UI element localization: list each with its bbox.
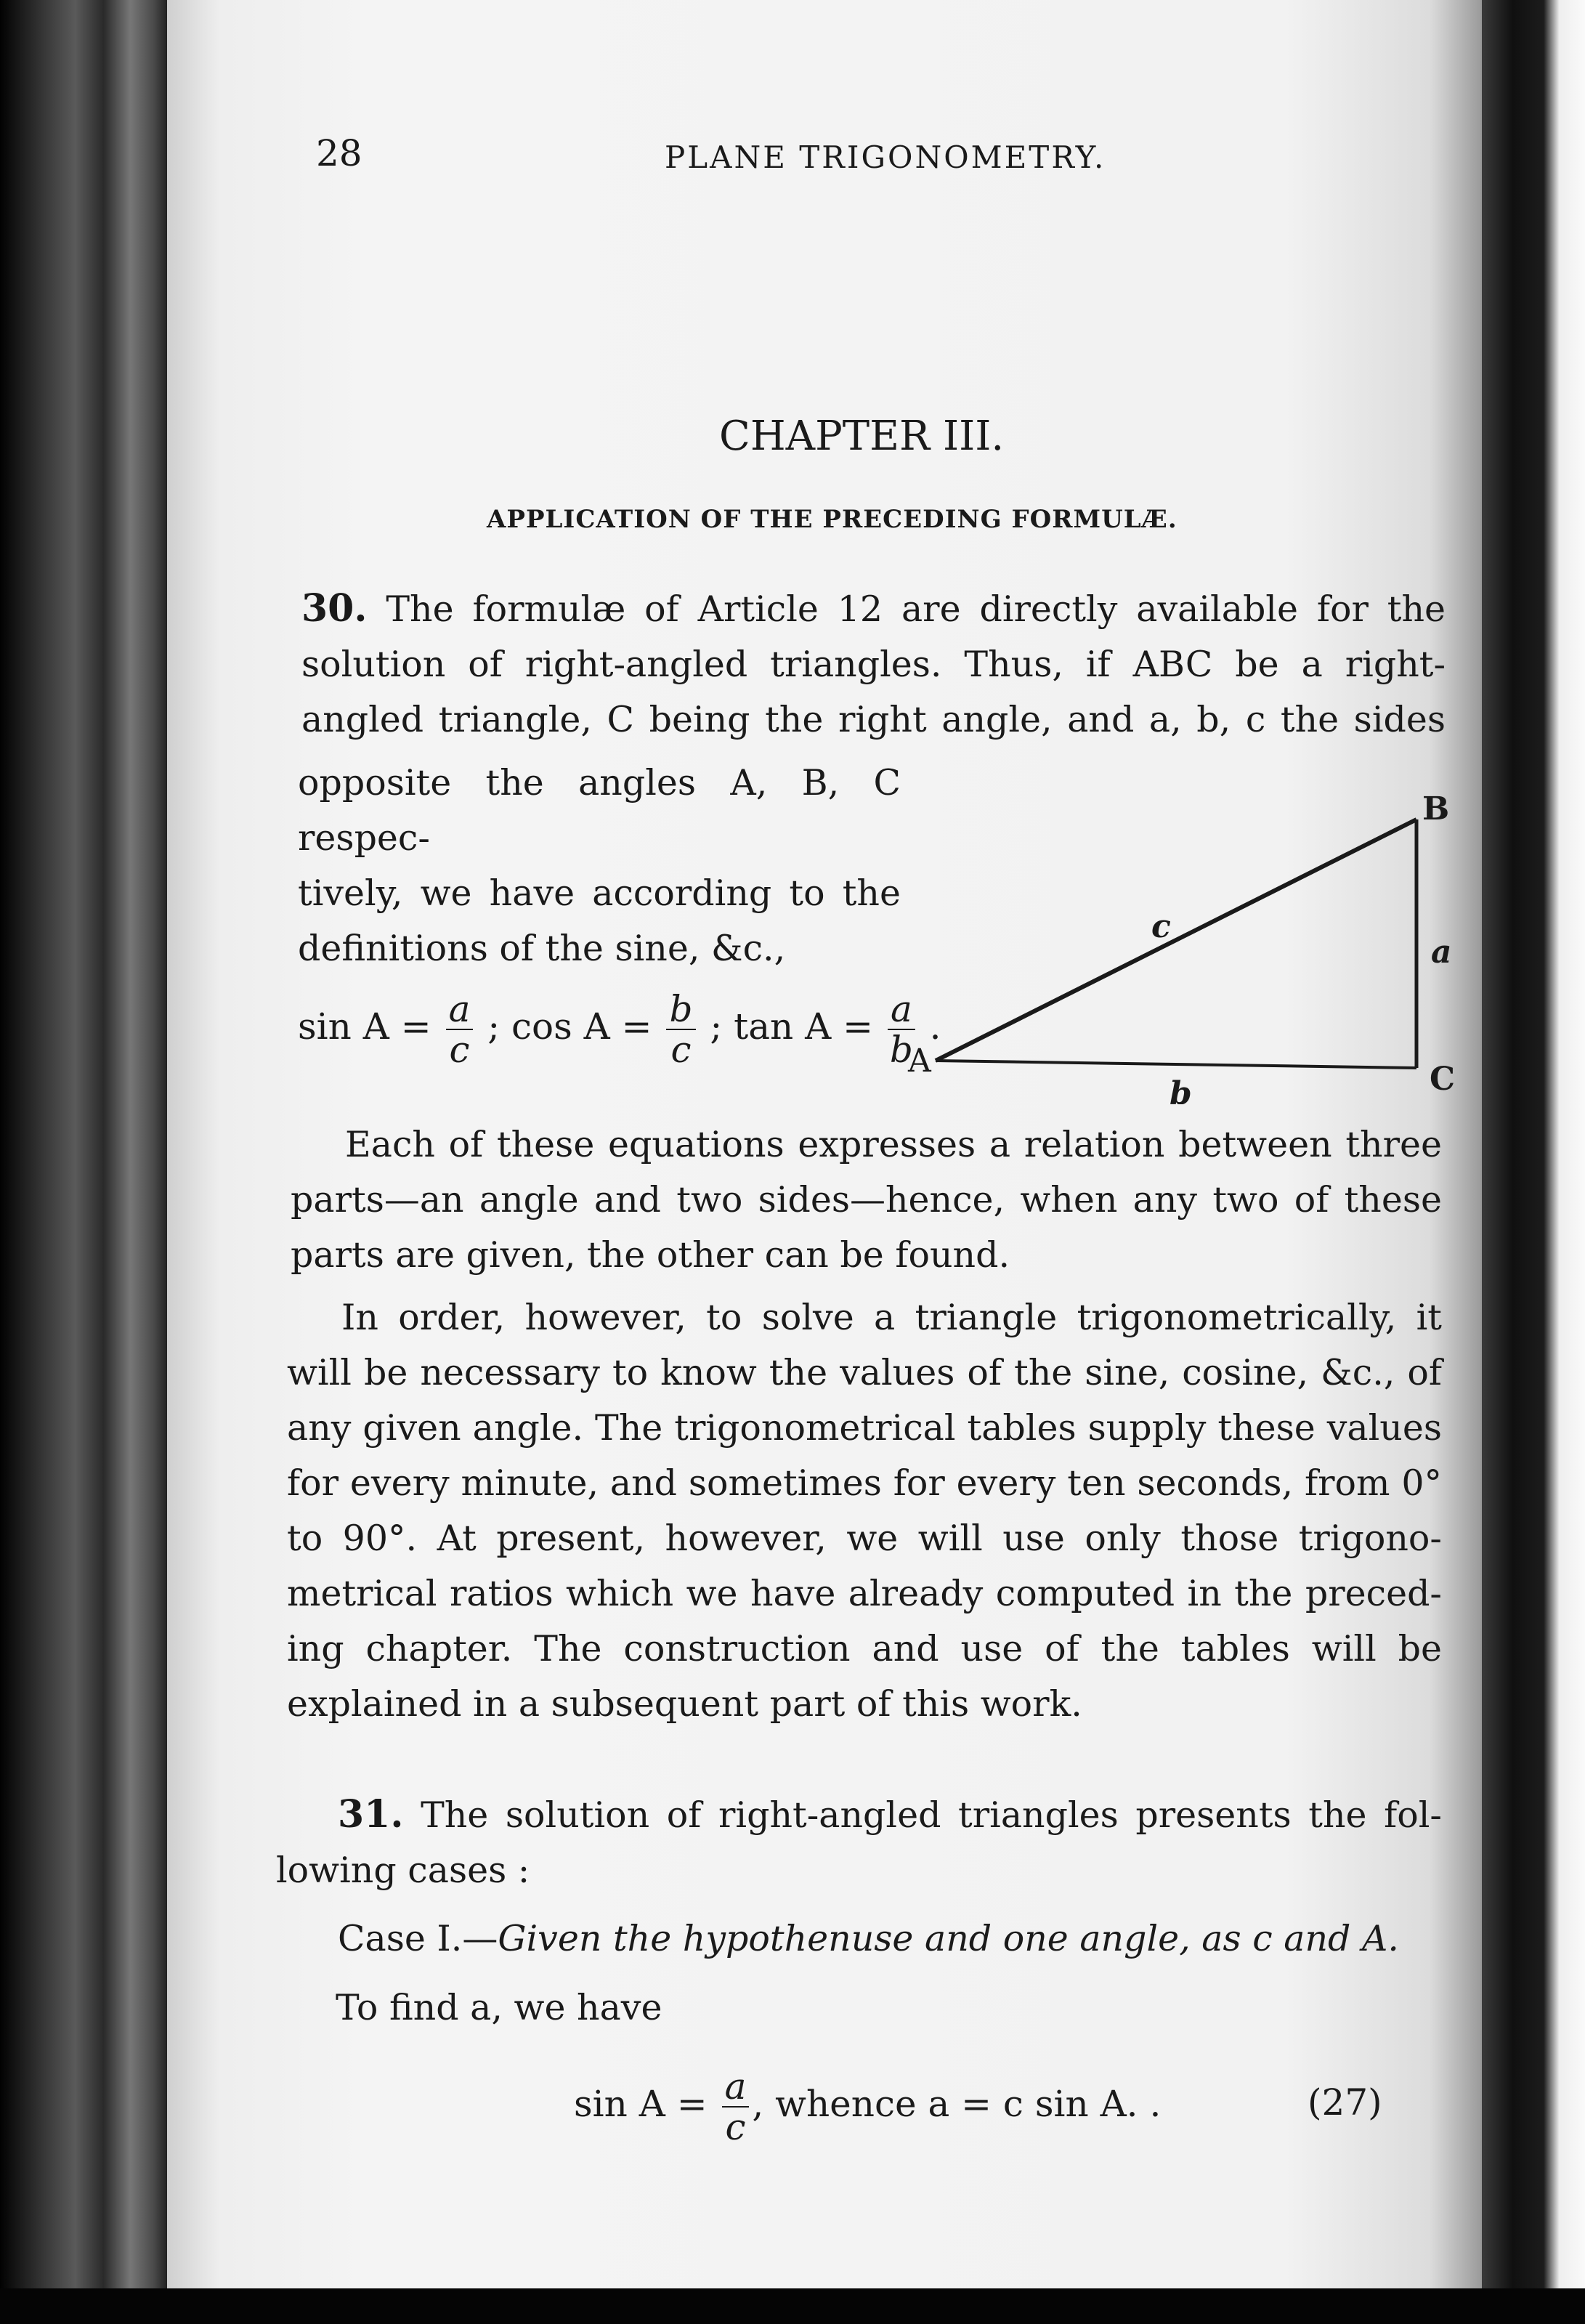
vertex-c-label: C — [1430, 1061, 1456, 1098]
tan-fraction: $\frac{a}{b}$ — [888, 989, 915, 1069]
section-30-paragraph — [301, 581, 1446, 748]
relation-paragraph — [291, 1117, 1442, 1283]
case-description: Given the hypothenuse and one angle, as c and A. — [498, 1918, 1399, 1959]
text-line: tively, we have according to the — [298, 872, 901, 914]
text-line: to 90°. At present, however, we will use only those trigono- — [287, 1518, 1442, 1559]
sin-label: sin A = — [298, 1005, 431, 1048]
vertex-b-label: B — [1422, 790, 1450, 827]
text-line: will be necessary to know the values of the sine, cosine, &c., of — [287, 1352, 1442, 1393]
text-line: In order, however, to solve a triangle trigonometrically, it — [341, 1297, 1442, 1338]
page-content — [167, 0, 1482, 2288]
trig-definitions-equation: sin A = $\frac{a}{c}$ ; cos A = $\frac{b}{c}$ ; tan A = $\frac{a}{b}$ . — [298, 988, 941, 1071]
case-1-line — [338, 1918, 1399, 1959]
text-line: for every minute, and sometimes for every ten seconds, from 0° — [287, 1462, 1442, 1504]
sin-fraction: $\frac{a}{c}$ — [722, 2067, 750, 2147]
text-line: explained in a subsequent part of this work. — [287, 1683, 1082, 1725]
text-line: metrical ratios which we have already computed in the preced- — [287, 1573, 1442, 1614]
side-a-label: a — [1431, 934, 1452, 971]
text-line: angled triangle, C being the right angle, and a, b, c the sides — [301, 699, 1446, 740]
base-line — [936, 1061, 1416, 1068]
text-line: any given angle. The trigonometrical tables supply these values — [287, 1407, 1442, 1449]
chapter-title: CHAPTER III. — [719, 413, 1005, 460]
right-page-edge — [1482, 0, 1585, 2324]
text-line: Each of these equations expresses a relation between three — [345, 1124, 1442, 1165]
tables-paragraph — [287, 1290, 1442, 1732]
cos-label: ; cos A = — [487, 1005, 652, 1048]
tan-label: ; tan A = — [710, 1005, 874, 1048]
text-line: ing chapter. The construction and use of the tables will be — [287, 1628, 1442, 1669]
section-number: 30. — [301, 586, 368, 631]
book-spine — [0, 0, 167, 2324]
book-page — [167, 0, 1482, 2288]
bottom-page-edge — [0, 2288, 1585, 2324]
equation-number: (27) — [1308, 2081, 1382, 2123]
text-line: lowing cases : — [276, 1850, 530, 1891]
text-line: parts—an angle and two sides—hence, when any two of these — [291, 1179, 1442, 1220]
to-find-line: To find a, we have — [336, 1987, 662, 2028]
vertex-a-label: A — [908, 1042, 931, 1080]
equation-27: sin A = $\frac{a}{c}$ , whence a = c sin A. . — [574, 2065, 1162, 2148]
section-30-narrow-text — [298, 756, 901, 976]
side-b-label: b — [1170, 1075, 1192, 1104]
text-line: solution of right-angled triangles. Thus, if ABC be a right- — [301, 644, 1446, 685]
text-line: The formulæ of Article 12 are directly available for the — [386, 588, 1446, 630]
hypotenuse-line — [936, 819, 1416, 1061]
section-31-paragraph — [276, 1787, 1442, 1898]
text-line: The solution of right-angled triangles presents the fol- — [421, 1794, 1442, 1836]
cos-fraction: $\frac{b}{c}$ — [666, 989, 695, 1069]
running-title: PLANE TRIGONOMETRY. — [665, 139, 1106, 175]
right-triangle-figure — [893, 785, 1475, 1104]
chapter-subtitle: APPLICATION OF THE PRECEDING FORMULÆ. — [487, 505, 1177, 534]
section-number: 31. — [338, 1792, 404, 1837]
text-line: opposite the angles A, B, C respec- — [298, 762, 901, 859]
page-number: 28 — [316, 132, 362, 174]
case-label: Case I.— — [338, 1918, 498, 1959]
sin-fraction: $\frac{a}{c}$ — [446, 989, 474, 1069]
text-line: definitions of the sine, &c., — [298, 928, 786, 969]
text-line: parts are given, the other can be found. — [291, 1234, 1010, 1276]
side-c-label: c — [1151, 908, 1171, 945]
